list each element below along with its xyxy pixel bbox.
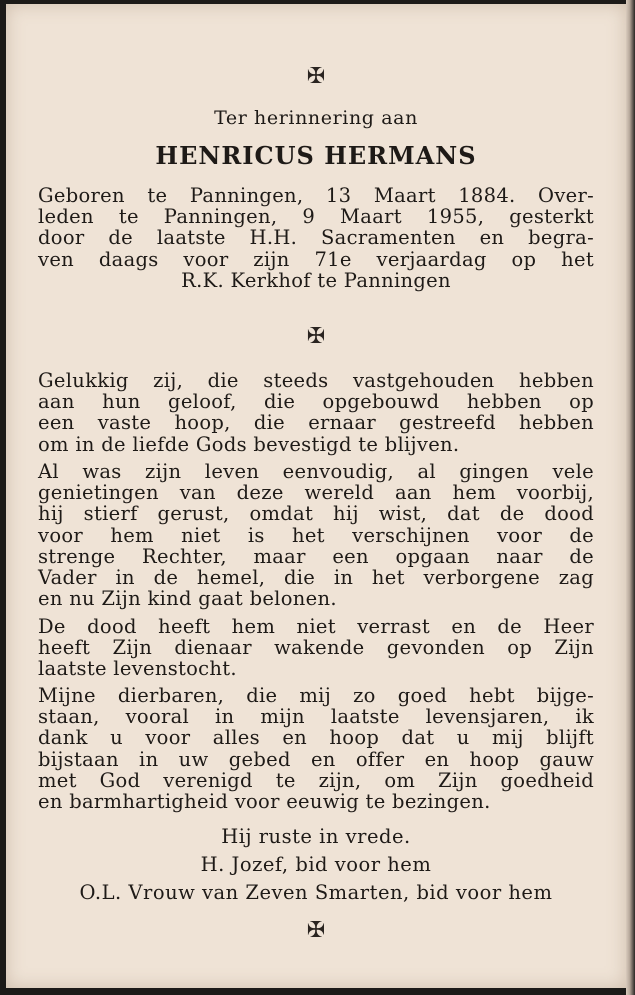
bio-line: leden te Panningen, 9 Maart 1955, gesterkt [38,205,594,229]
verse-line: en nu Zijn kind gaat belonen. [38,587,337,611]
bio-line: door de laatste H.H. Sacramenten en begra- [38,226,594,250]
memorial-card [6,4,626,988]
closing-prayer-joseph: H. Jozef, bid voor hem [200,853,432,876]
verse-line: Al was zijn leven eenvoudig, al gingen vele [38,460,594,483]
verse-line: Mijne dierbaren, die mij zo goed hebt bijge- [38,684,594,707]
verse-line: om in de liefde Gods bevestigd te blijven. [38,432,460,456]
verse-paragraph-3 [38,616,594,680]
verse-line: bijstaan in uw gebed en offer en hoop gauw [38,747,594,771]
verse-line: dank u voor alles en hoop dat u mij blijft [38,726,594,750]
verse-line: staan, vooral in mijn laatste levensjaren, ik [38,705,594,729]
top-cross-icon: ✠ [306,64,326,89]
verse-paragraph-2 [38,461,594,609]
card-edge-shadow [626,0,635,995]
verse-line: Gelukkig zij, die steeds vastgehouden hebben [38,369,594,392]
bio-line: Geboren te Panningen, 13 Maart 1884. Over- [38,184,594,207]
verse-line: De dood heeft hem niet verrast en de Heer [38,615,594,638]
verse-line: heeft Zijn dienaar wakende gevonden op Zijn [38,636,594,660]
verse-line: laatste levenstocht. [38,657,237,681]
bio-paragraph [38,185,594,291]
bio-line: R.K. Kerkhof te Panningen [181,268,451,292]
closing-prayer-mary: O.L. Vrouw van Zeven Smarten, bid voor hem [79,881,553,904]
verse-line: voor hem niet is het verschijnen voor de [38,523,594,547]
verse-line: hij stierf gerust, omdat hij wist, dat de dood [38,502,594,526]
verse-line: een vaste hoop, die ernaar gestreefd hebben [38,411,594,435]
bottom-cross-icon: ✠ [306,918,326,943]
bio-line: ven daags voor zijn 71e verjaardag op het [38,247,594,271]
verse-line: met God verenigd te zijn, om Zijn goedheid [38,768,594,792]
verse-paragraph-1 [38,370,594,455]
deceased-name: HENRICUS HERMANS [155,141,477,170]
intro-line: Ter herinnering aan [214,107,418,129]
verse-line: en barmhartigheid voor eeuwig te bezingen. [38,789,491,813]
verse-line: genietingen van deze wereld aan hem voorbij, [38,481,594,505]
verse-line: strenge Rechter, maar een opgaan naar de [38,544,594,568]
middle-cross-icon: ✠ [306,324,326,349]
verse-line: aan hun geloof, die opgebouwd hebben op [38,390,594,414]
closing-rest-in-peace: Hij ruste in vrede. [221,825,411,848]
verse-paragraph-4 [38,685,594,812]
verse-line: Vader in de hemel, die in het verborgene zag [38,565,594,589]
